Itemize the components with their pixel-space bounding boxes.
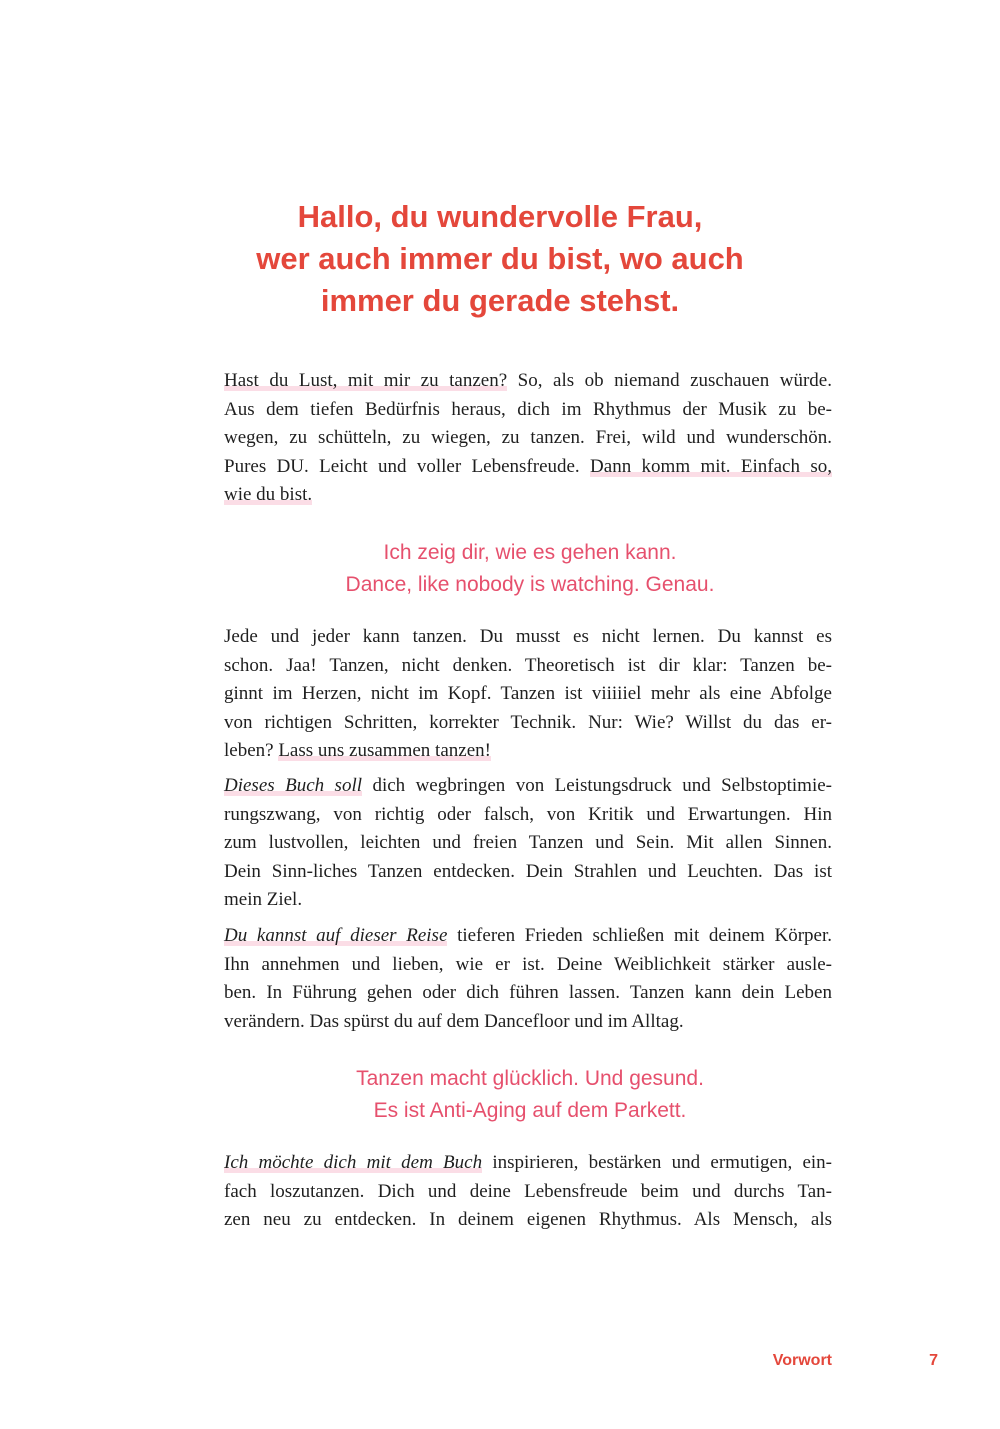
highlighted-text: Ich möchte dich mit dem Buch [224, 1152, 483, 1173]
text-line [224, 367, 832, 396]
pull-quote [200, 537, 860, 601]
text-line: Ihn annehmen und lieben, wie er ist. Deine Weiblichkeit stärker ausle- [224, 953, 832, 975]
pull-quote [200, 1063, 860, 1127]
text-line [224, 453, 832, 482]
text-run: tieferen Frieden schließen mit deinem Körper. [447, 925, 833, 946]
text-line [224, 737, 832, 766]
text-line: zum lustvollen, leichten und freien Tanzen und Sein. Mit allen Sinnen. [224, 832, 832, 853]
text-line [224, 481, 832, 510]
paragraph [224, 623, 832, 766]
pull-quote-line: Dance, like nobody is watching. Genau. [345, 573, 715, 596]
paragraph-intro [224, 367, 832, 510]
heading-line: immer du gerade stehst. [320, 283, 680, 318]
text-line [224, 772, 832, 801]
text-line: mein Ziel. [224, 889, 303, 910]
text-line: fach loszutanzen. Dich und deine Lebensfreude beim und durchs Tan- [224, 1180, 832, 1202]
page-heading [200, 196, 800, 322]
paragraph [224, 1149, 832, 1235]
text-line: rungszwang, von richtig oder falsch, von Kritik und Erwartungen. Hin [224, 803, 832, 825]
text-run: So, als ob niemand zuschauen würde. [507, 370, 832, 391]
text-run: leben? [224, 740, 279, 761]
paragraph [224, 772, 832, 915]
highlighted-text: Du kannst auf dieser Reise [224, 925, 448, 946]
heading-line: Hallo, du wundervolle Frau, [297, 199, 703, 234]
text-line [224, 922, 832, 951]
text-line: wegen, zu schütteln, zu wiegen, zu tanzen. Frei, wild und wunderschön. [224, 427, 832, 448]
text-line: verändern. Das spürst du auf dem Dancefloor und im Alltag. [224, 1010, 684, 1032]
text-line: Dein Sinn-liches Tanzen entdecken. Dein Strahlen und Leuchten. Das ist [224, 860, 832, 882]
text-line: von richtigen Schritten, korrekter Technik. Nur: Wie? Willst du das er- [224, 711, 832, 733]
text-run: dich wegbringen von Leistungsdruck und Selbstoptimie- [362, 775, 832, 796]
page-number: 7 [929, 1352, 938, 1369]
pull-quote-line: Es ist Anti-Aging auf dem Parkett. [373, 1099, 687, 1122]
heading-line: wer auch immer du bist, wo auch [256, 241, 744, 276]
text-line [224, 1149, 832, 1178]
text-line: Aus dem tiefen Bedürfnis heraus, dich im Rhythmus der Musik zu be- [224, 398, 832, 420]
pull-quote-line: Ich zeig dir, wie es gehen kann. [383, 541, 677, 564]
text-run: Pures DU. Leicht und voller Lebensfreude. [224, 455, 591, 477]
running-footer-section: Vorwort [772, 1352, 832, 1369]
text-line: Jede und jeder kann tanzen. Du musst es nicht lernen. Du kannst es [224, 626, 832, 647]
text-line: schon. Jaa! Tanzen, nicht denken. Theoretisch ist dir klar: Tanzen be- [224, 654, 832, 676]
text-line: zen neu zu entdecken. In deinem eigenen Rhythmus. Als Mensch, als [224, 1209, 832, 1230]
highlighted-text: Hast du Lust, mit mir zu tanzen? [224, 370, 508, 391]
highlighted-text: Dieses Buch soll [224, 775, 363, 796]
pull-quote-line: Tanzen macht glücklich. Und gesund. [356, 1067, 704, 1090]
highlighted-text: Dann komm mit. Einfach so, [590, 455, 832, 477]
highlighted-text: Lass uns zusammen tanzen! [278, 740, 491, 761]
paragraph [224, 922, 832, 1036]
text-line: ben. In Führung gehen oder dich führen lassen. Tanzen kann dein Leben [224, 982, 832, 1003]
text-line: ginnt im Herzen, nicht im Kopf. Tanzen ist viiiiiel mehr als eine Abfolge [224, 683, 832, 704]
text-run: inspirieren, bestärken und ermutigen, ein- [482, 1152, 832, 1173]
highlighted-text: wie du bist. [224, 484, 313, 505]
